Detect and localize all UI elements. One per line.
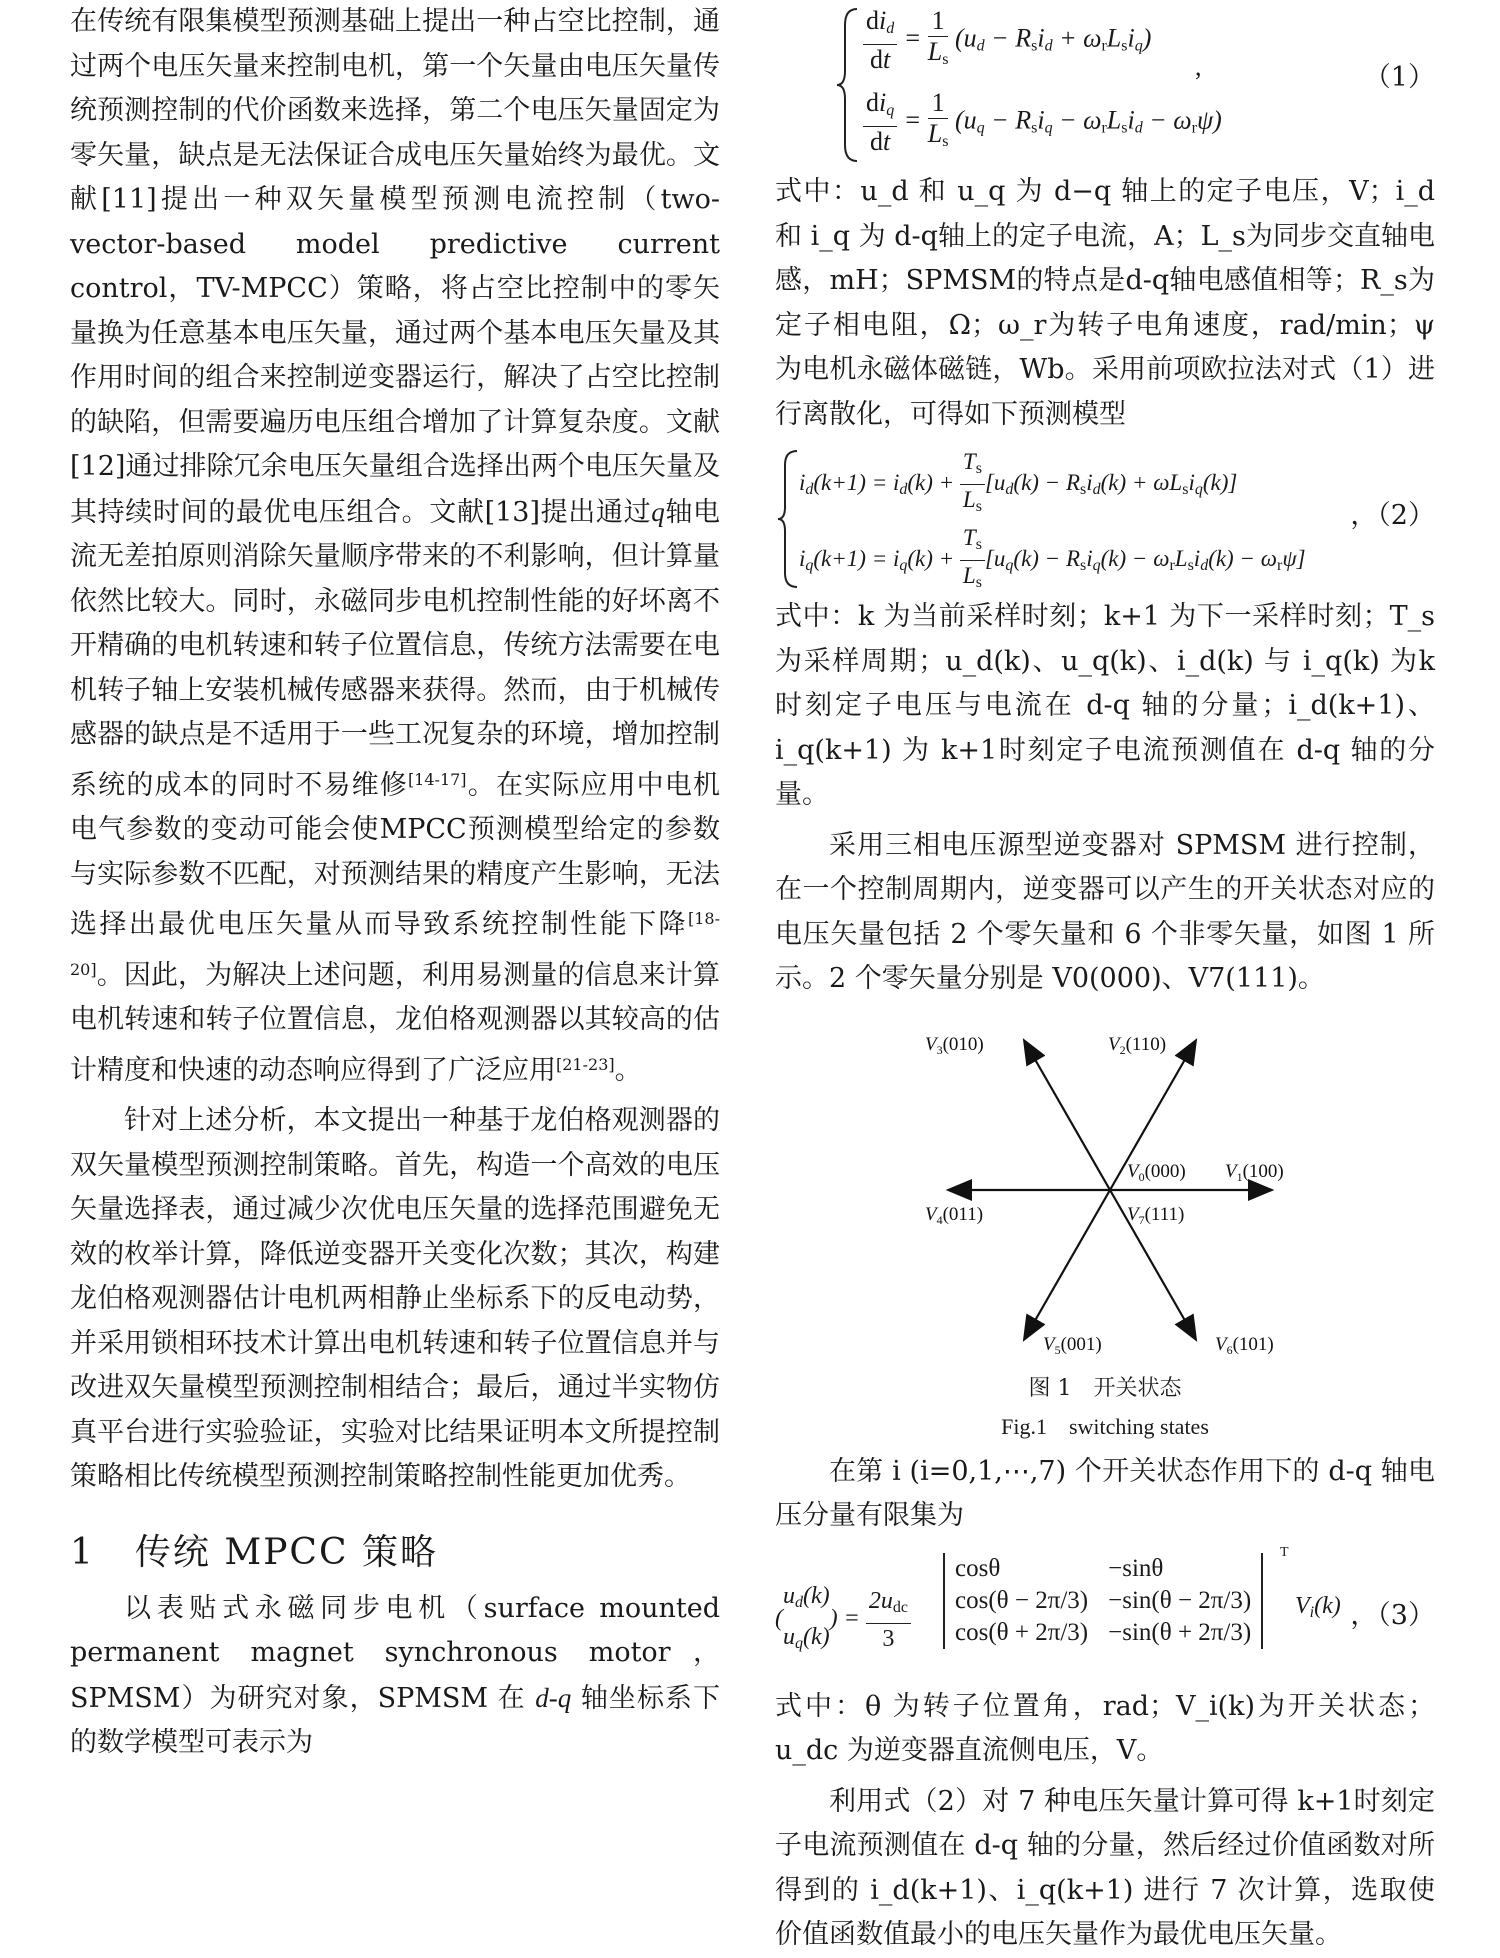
citation: [14-17] [407,769,467,789]
paragraph-switching-set: 在第 i (i=0,1,⋯,7) 个开关状态作用下的 d-q 轴电压分量有限集为 [775,1455,1435,1531]
label-v3: $V_3(010)$ [925,1033,984,1057]
figure-caption-en: Fig.1 switching states [1001,1413,1209,1439]
citation: [21-23] [556,1054,615,1074]
equation-1-line-1: $\frac{di_d}{dt}$ = $\frac{1}{L_s}$ $(u_d - R_si_d + \omega_rL_si_q)$ [863,6,1151,75]
paragraph-symbols-1: 式中：u_d 和 u_q 为 d−q 轴上的定子电压，V；i_d 和 i_q 为 d-q轴上的定子电流，A；L_s为同步交直轴电感，mH；SPMSM的特点是d-q轴电感值相等；R_s为定子相电阻，Ω；ω_r为转子电角速度，rad/min；ψ 为电机永磁体磁链，Wb。采用前项欧拉法对式（1）进行离散化，可得如下预测模型 [775,176,1435,430]
paragraph-intro: 在传统有限集模型预测基础上提出一种占空比控制，通过两个电压矢量来控制电机，第一个矢量由电压矢量传统预测控制的代价函数来选择，第二个电压矢量固定为零矢量，缺点是无法保证合成电压矢量始终为最优。文献[11]提出一种双矢量模型预测电流控制（two-vector-based model predictive current control，TV-MPCC）策略，将占空比控制中的零矢量换为任意基本电压矢量，通过两个基本电压矢量及其作用时间的组合来控制逆变器运行，解决了占空比控制的缺陷，但需要遍历电压组合增加了计算复杂度。文献[12]通过排除冗余电压矢量组合选择出两个电压矢量及其持续时间的最优电压组合。文献[13]提出通过q轴电流无差拍原则消除矢量顺序带来的不利影响，但计算量依然比较大。同时，永磁同步电机控制性能的好坏离不开精确的电机转速和转子位置信息，传统方法需要在电机转子轴上安装机械传感器来获得。然而，由于机械传感器的缺点是不适用于一些工况复杂的环境，增加控制系统的成本的同时不易维修[14-17]。在实际应用中电机电气参数的变动可能会使MPCC预测模型给定的参数与实际参数不匹配，对预测结果的精度产生影响，无法选择出最优电压矢量从而导致系统控制性能下降[18-20]。因此，为解决上述问题，利用易测量的信息来计算电机转速和转子位置信息，龙伯格观测器以其较高的估计精度和快速的动态响应得到了广泛应用[21-23]。 [70,6,720,1086]
brace-symbol [777,449,801,589]
citation: [18-20] [70,909,720,979]
vector-v5-arrow [1025,1190,1110,1338]
left-column [70,0,720,1766]
label-v5: $V_5(001)$ [1043,1333,1102,1357]
equation-number: （1） [1363,62,1435,93]
label-v1: $V_1(100)$ [1225,1160,1284,1184]
label-v0: $V_0(000)$ [1127,1160,1186,1184]
paragraph-cost-function: 利用式（2）对 7 种电压矢量计算可得 k+1时刻定子电流预测值在 d-q 轴的分量，然后经过价值函数对所得到的 i_d(k+1)、i_q(k+1) 进行 7 次计算，选取使价值函数值最小的电压矢量作为最优电压矢量。 [775,1785,1435,1950]
equation-3: ($u_d(k)$ $u_q(k)$) = $\frac{2u_{dc}}{3}$ cosθ −sinθ cos(θ − 2π/3) −sin(θ − 2π/3) cos(θ + 2π/3) −sin(θ + 2π/3) T $V_i(k)$ ，（3） [775,1545,1435,1685]
label-v7: $V_7(111)$ [1127,1203,1185,1227]
equation-2 [775,443,1435,595]
equation-number: ，（2） [1350,500,1435,531]
equation-1-line-2: $\frac{di_q}{dt}$ = $\frac{1}{L_s}$ $(u_q - R_si_q - \omega_rL_si_d - \omega_r\psi)$ [863,88,1222,157]
voltage-vector-diagram [775,1020,1435,1360]
label-v2: $V_2(110)$ [1108,1033,1167,1057]
paragraph-proposal: 针对上述分析，本文提出一种基于龙伯格观测器的双矢量模型预测控制策略。首先，构造一个高效的电压矢量选择表，通过减少次优电压矢量的选择范围避免无效的枚举计算，降低逆变器开关变化次数；其次，构建龙伯格观测器估计电机两相静止坐标系下的反电动势，并采用锁相环技术计算出电机转速和转子位置信息并与改进双矢量模型预测控制相结合；最后，通过半实物仿真平台进行实验验证，实验对比结果证明本文所提控制策略相比传统模型预测控制策略控制性能更加优秀。 [70,1105,720,1492]
section-heading: 1 传统 MPCC 策略 [70,1531,438,1573]
label-v6: $V_6(101)$ [1215,1333,1274,1357]
paragraph-inverter: 采用三相电压源型逆变器对 SPMSM 进行控制，在一个控制周期内，逆变器可以产生的开关状态对应的电压矢量包括 2 个零矢量和 6 个非零矢量，如图 1 所示。2 个零矢量分别是 V0(000)、V7(111)。 [775,829,1435,994]
equation-number: ，（3） [1350,1599,1435,1631]
label-v4: $V_4(011)$ [925,1203,984,1227]
brace-symbol [835,5,865,165]
equation-3-matrix: cosθ −sinθ cos(θ − 2π/3) −sin(θ − 2π/3) cos(θ + 2π/3) −sin(θ + 2π/3) [943,1553,1263,1649]
right-column [775,0,1435,1958]
vector-v3-arrow [1025,1042,1110,1190]
paragraph-symbols-3: 式中：θ 为转子位置角，rad；V_i(k)为开关状态；u_dc 为逆变器直流侧电压，V。 [775,1690,1435,1766]
figure-caption-cn: 图 1 开关状态 [1028,1375,1182,1401]
paragraph-model-intro: 以表贴式永磁同步电机（surface mounted permanent magnet synchronous motor，SPMSM）为研究对象，SPMSM 在 d-q 轴坐标系下的数学模型可表示为 [70,1592,720,1758]
figure-switching-states [775,1020,1435,1450]
equation-2-line-2: $i_q(k+1) = i_q(k)$ + $\frac{T_s}{L_s}$ $[u_q(k) - R_si_q(k) - \omega_rL_si_d(k) - \omega_r\psi]$ [799,525,1306,591]
equation-1: $\frac{di_d}{dt}$ = $\frac{1}{L_s}$ $(u_d - R_si_d + \omega_rL_si_q)$ $\frac{di_q}{dt}$ = $\frac{1}{L_s}$ $(u_q - R_si_q - \omega_rL_si_d - \omega_r\psi)$ , （1） [775,0,1435,170]
equation-3-lhs: ($u_d(k)$ $u_q(k)$) = $\frac{2u_{dc}}{3}$ [775,1579,911,1661]
paragraph-symbols-2: 式中：k 为当前采样时刻；k+1 为下一采样时刻；T_s 为采样周期；u_d(k)、u_q(k)、i_d(k) 与 i_q(k) 为k时刻定子电压与电流在 d-q 轴的分量；i_d(k+1)、i_q(k+1) 为 k+1时刻定子电流预测值在 d-q 轴的分量。 [775,601,1435,810]
equation-2-line-1: $i_d(k+1) = i_d(k)$ + $\frac{T_s}{L_s}$ $[u_d(k) - R_si_d(k) + \omega L_si_q(k)]$ [799,449,1238,515]
